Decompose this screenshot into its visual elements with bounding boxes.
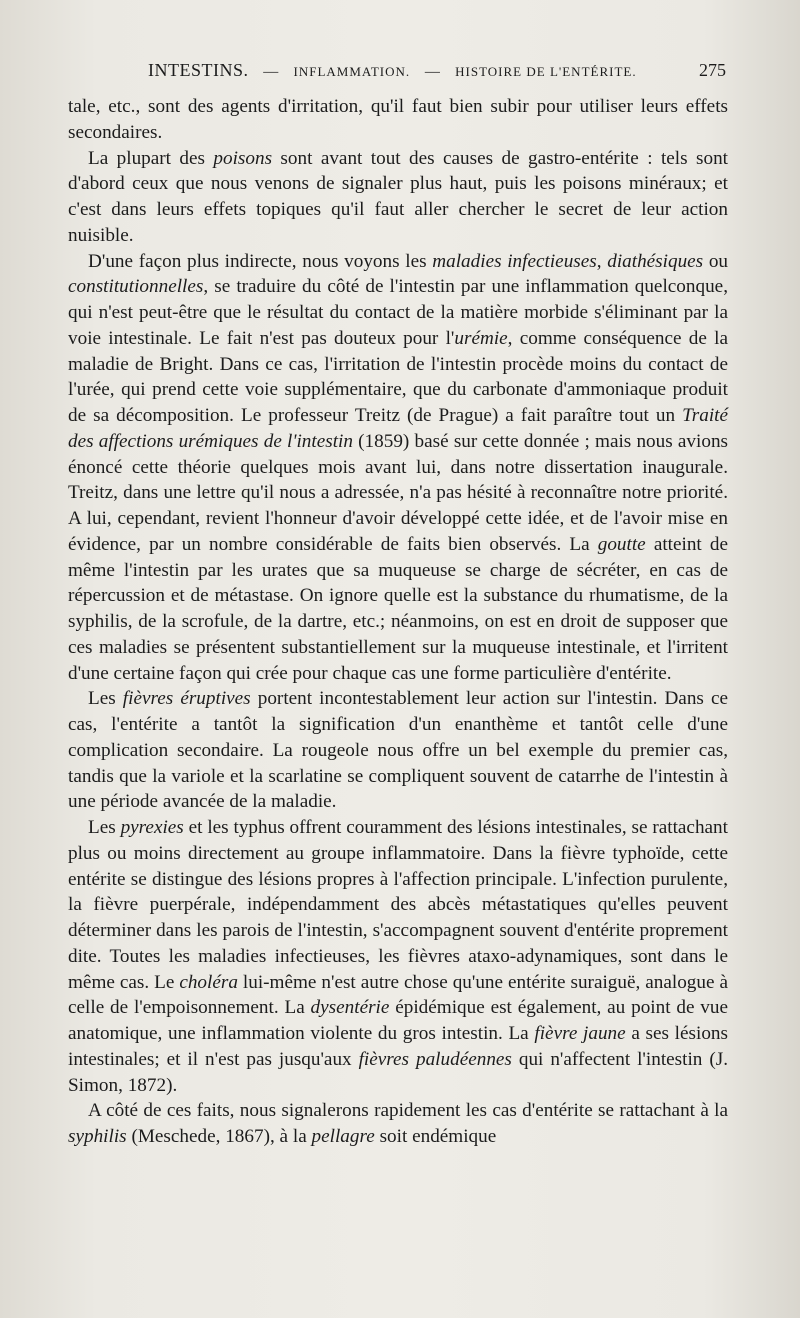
paragraph bbox=[68, 686, 728, 815]
page-number: 275 bbox=[699, 60, 726, 80]
header-section: INFLAMMATION. bbox=[293, 64, 411, 79]
italic-term: constitutionnelles bbox=[68, 276, 204, 298]
text-run: qui n'affectent l'intestin (J. Simon, 1872). bbox=[68, 1048, 728, 1096]
header-dash: — bbox=[424, 64, 441, 80]
body-text bbox=[68, 94, 728, 1150]
text-run: tale, etc., sont des agents d'irritation, qu'il faut bien subir pour utiliser leurs effets secondaires. bbox=[68, 96, 728, 143]
italic-term: pellagre bbox=[311, 1126, 375, 1147]
text-run: et les typhus offrent couramment des lésions intestinales, se rattachant plus ou moins directement au groupe inflammatoire. Dans la fièvre typhoïde, cette entérite se distingue des lésions propres à l'affection principale. L'infection purulente, la fièvre puerpérale, indépendamment des abcès métastatiques qu'elles peuvent déterminer dans les parois de l'intestin, s'accompagnent souvent d'entérite proprement dite. Toutes les maladies infectieuses, les fièvres ataxo-adynamiques, sont dans le même cas. Le bbox=[68, 817, 728, 993]
italic-term: urémie bbox=[454, 327, 508, 349]
text-run: sont avant tout des causes de gastro-entérite : tels sont d'abord ceux que nous venons de signaler plus haut, puis les poisons minéraux; et c'est dans leurs effets topiques qu'il faut aller chercher le secret de leur action nuisible. bbox=[68, 147, 728, 246]
paragraph bbox=[68, 146, 728, 249]
text-run: Les bbox=[88, 688, 123, 710]
paragraph bbox=[68, 94, 728, 146]
italic-term: dysentérie bbox=[310, 997, 390, 1019]
italic-term: maladies infectieuses bbox=[432, 250, 597, 272]
italic-term: poisons bbox=[213, 147, 273, 169]
header-dash: — bbox=[263, 64, 279, 80]
italic-term: choléra bbox=[179, 971, 238, 993]
text-run: a ses lésions intestinales; et il n'est pas jusqu'aux bbox=[68, 1023, 728, 1070]
italic-term: fièvre jaune bbox=[534, 1023, 626, 1044]
header-titles bbox=[68, 60, 637, 81]
header-subsection: HISTOIRE DE L'ENTÉRITE. bbox=[455, 64, 637, 79]
italic-term: diathésiques bbox=[607, 250, 704, 272]
text-run: atteint de même l'intestin par les urates que sa muqueuse se charge de sécréter, en cas de répercussion et de métastase. On ignore quelle est la substance du rhumatisme, de la syphilis, de la scrofule, de la dartre, etc.; néanmoins, on est en droit de supposer que ces maladies se présentent substantiellement sur la muqueuse intestinale, et l'irritent d'une certaine façon qui crée pour chaque cas une forme particulière d'entérite. bbox=[68, 533, 728, 684]
italic-term: syphilis bbox=[68, 1126, 127, 1147]
text-run: A côté de ces faits, nous signalerons rapidement les cas d'entérite se rattachant à la bbox=[88, 1100, 728, 1122]
paragraph bbox=[68, 1098, 728, 1150]
text-run: (1859) basé sur cette donnée ; mais nous avions énoncé cette théorie quelques mois avant lui, dans notre dissertation inaugurale. Treitz, dans une lettre qu'il nous a adressée, n'a pas hésité à reconnaître notre priorité. A lui, cependant, revient l'honneur d'avoir développé cette idée, et de l'avoir mise en évidence, par un nombre considérable de faits bien observés. La bbox=[68, 430, 729, 555]
header-title: INTESTINS. bbox=[148, 60, 249, 80]
italic-term: fièvres paludéennes bbox=[358, 1048, 512, 1070]
text-run: lui-même n'est autre chose qu'une entérite suraiguë, analogue à celle de l'empoisonnement. La bbox=[68, 971, 728, 1019]
text-run: Les bbox=[88, 817, 121, 838]
text-run: , comme conséquence de la maladie de Bright. Dans ce cas, l'irritation de l'intestin procède moins du contact de l'urée, qui prend cette voie supplémentaire, que du carbonate d'ammoniaque produit de sa décomposition. Le professeur Treitz (de Prague) a fait paraître tout un bbox=[68, 327, 729, 426]
text-run: La plupart des bbox=[88, 147, 214, 169]
paragraph bbox=[68, 815, 728, 1098]
text-run: D'une façon plus indirecte, nous voyons les bbox=[88, 250, 433, 272]
text-run: , se traduire du côté de l'intestin par une inflammation quelconque, qui n'est peut-être que le résultat du contact de la matière morbide s'éliminant par la voie intestinale. Le fait n'est pas douteux pour l' bbox=[68, 276, 728, 349]
text-run: épidémique est également, au point de vue anatomique, une inflammation violente du gros intestin. La bbox=[68, 997, 729, 1044]
italic-term: goutte bbox=[597, 533, 646, 555]
text-run: soit endémique bbox=[374, 1126, 497, 1147]
italic-term: pyrexies bbox=[120, 817, 184, 838]
italic-term: Traité des affections urémiques de l'intestin bbox=[68, 405, 728, 452]
text-run: ou bbox=[703, 250, 729, 272]
text-run: , bbox=[596, 250, 608, 272]
paragraph bbox=[68, 249, 728, 687]
text-run: portent incontestablement leur action sur l'intestin. Dans ce cas, l'entérite a tantôt la signification d'un enanthème et tantôt celle d'une complication secondaire. La rougeole nous offre un bel exemple du premier cas, tandis que la variole et la scarlatine se compliquent souvent de catarrhe de l'intestin à une période avancée de la maladie. bbox=[68, 688, 728, 813]
running-header bbox=[68, 60, 728, 90]
text-run: (Meschede, 1867), à la bbox=[126, 1126, 312, 1147]
italic-term: fièvres éruptives bbox=[122, 688, 251, 710]
